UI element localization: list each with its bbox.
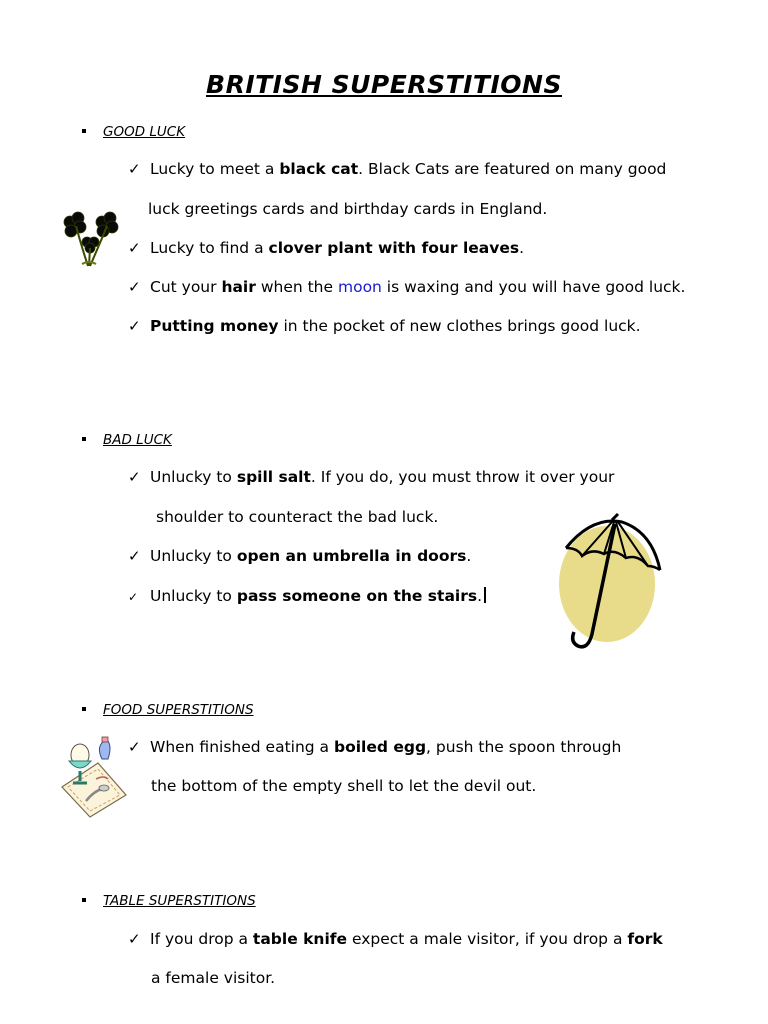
item-text: in the pocket of new clothes brings good luck. xyxy=(278,317,641,335)
item-text: Unlucky to xyxy=(150,547,237,565)
bullet-icon xyxy=(82,898,86,902)
list-item xyxy=(128,239,524,257)
item-blue-text: moon xyxy=(337,278,382,296)
item-bold: black cat xyxy=(279,160,359,178)
item-bold: hair xyxy=(221,278,256,296)
item-text: Lucky to find a xyxy=(150,239,269,257)
section-heading-text: TABLE SUPERSTITIONS xyxy=(103,893,256,909)
check-icon: ✓ xyxy=(128,317,141,335)
item-bold: table knife xyxy=(252,930,348,948)
item-text: Lucky to meet a xyxy=(150,160,280,178)
list-item xyxy=(128,278,685,296)
item-text: expect a male visitor, if you drop a xyxy=(347,930,628,948)
item-text: when the xyxy=(255,278,338,296)
section-heading-text: FOOD SUPERSTITIONS xyxy=(103,702,254,718)
item-text: If you drop a xyxy=(150,930,253,948)
item-text: , push the spoon through xyxy=(426,738,622,756)
check-icon: ✓ xyxy=(128,278,141,296)
item-text: . Black Cats are featured on many good xyxy=(358,160,667,178)
list-item-continuation: a female visitor. xyxy=(151,969,276,987)
item-text: Unlucky to xyxy=(150,587,237,605)
text-cursor xyxy=(484,587,486,603)
item-text: . xyxy=(466,547,472,565)
check-icon: ✓ xyxy=(128,930,141,948)
item-bold: pass someone on the stairs xyxy=(236,587,478,605)
list-item xyxy=(128,738,621,756)
check-icon: ✓ xyxy=(128,590,139,604)
umbrella-icon xyxy=(552,512,670,657)
item-bold: boiled egg xyxy=(333,738,427,756)
item-bold: spill salt xyxy=(236,468,311,486)
list-item xyxy=(128,160,666,178)
section-heading-text: GOOD LUCK xyxy=(103,124,186,140)
item-text: is waxing and you will have good luck. xyxy=(381,278,686,296)
item-bold: fork xyxy=(627,930,663,948)
section-heading-food xyxy=(82,702,254,718)
item-bold: open an umbrella in doors xyxy=(236,547,467,565)
list-item xyxy=(128,317,641,335)
section-heading-table xyxy=(82,893,256,909)
check-icon: ✓ xyxy=(128,468,141,486)
list-item-continuation: the bottom of the empty shell to let the devil out. xyxy=(151,777,537,795)
section-heading-text: BAD LUCK xyxy=(103,432,172,448)
page-title: BRITISH SUPERSTITIONS xyxy=(206,70,562,99)
item-bold: Putting money xyxy=(150,317,279,335)
item-text: . xyxy=(519,239,525,257)
list-item xyxy=(128,587,486,605)
item-text: . If you do, you must throw it over your xyxy=(310,468,615,486)
item-text: Unlucky to xyxy=(150,468,237,486)
list-item xyxy=(128,468,614,486)
section-heading-good-luck xyxy=(82,124,185,140)
section-heading-bad-luck xyxy=(82,432,172,448)
check-icon: ✓ xyxy=(128,160,141,178)
check-icon: ✓ xyxy=(128,738,141,756)
clover-icon xyxy=(58,208,124,270)
check-icon: ✓ xyxy=(128,239,141,257)
item-text: When finished eating a xyxy=(150,738,334,756)
item-bold: clover plant with four leaves xyxy=(268,239,520,257)
list-item-continuation: shoulder to counteract the bad luck. xyxy=(156,508,439,526)
item-text: Cut your xyxy=(150,278,222,296)
bullet-icon xyxy=(82,437,86,441)
item-text: . xyxy=(477,587,483,605)
list-item-continuation: luck greetings cards and birthday cards in England. xyxy=(148,200,548,218)
bullet-icon xyxy=(82,707,86,711)
list-item xyxy=(128,930,663,948)
check-icon: ✓ xyxy=(128,547,141,565)
egg-cup-icon xyxy=(60,735,128,819)
bullet-icon xyxy=(82,129,86,133)
list-item xyxy=(128,547,471,565)
